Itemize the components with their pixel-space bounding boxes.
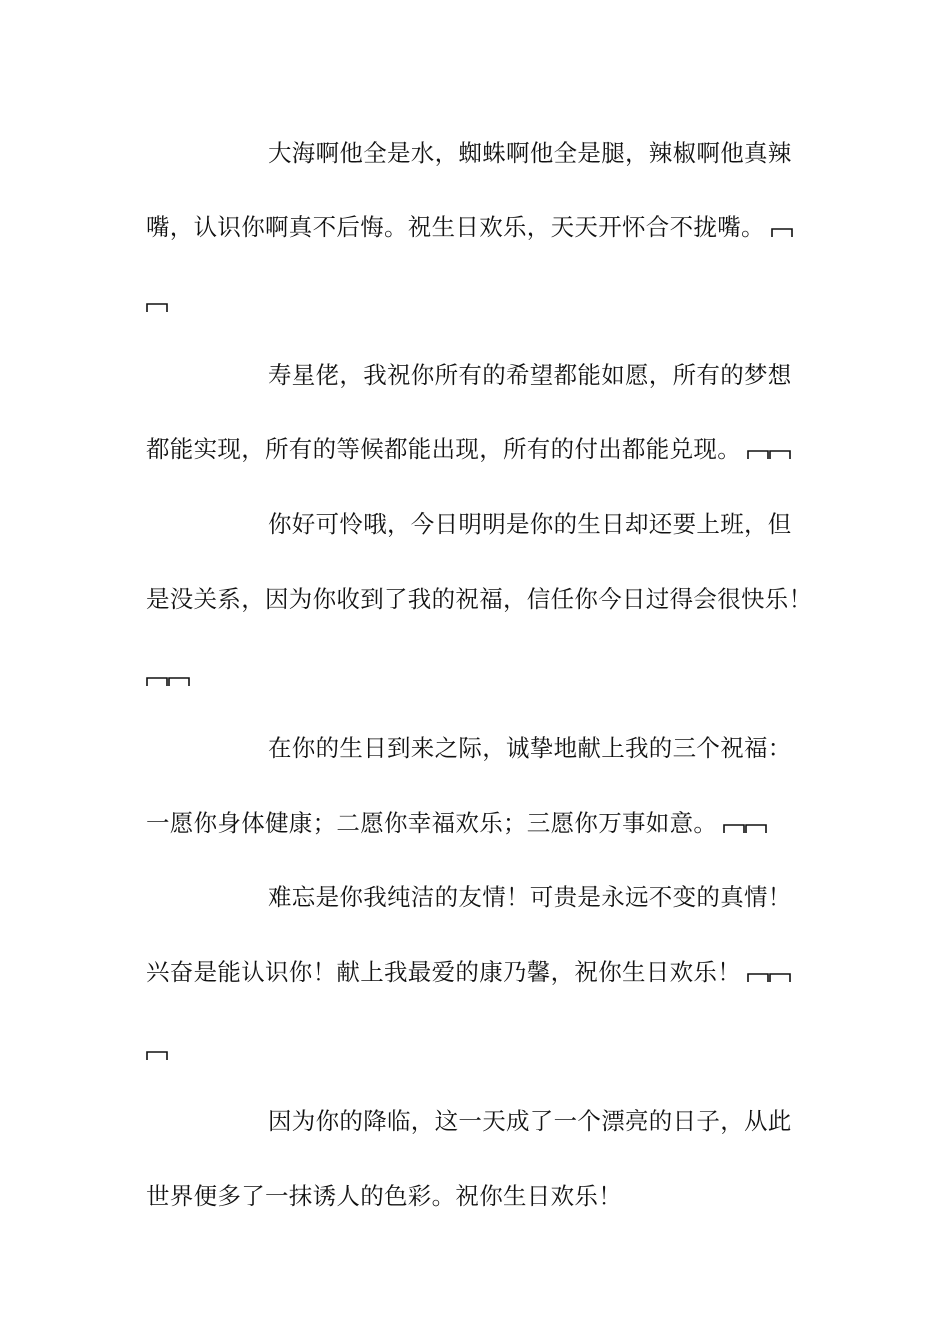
bracket-mark-icon (747, 971, 791, 983)
bracket-mark-icon (146, 672, 190, 691)
bracket-mark-icon (747, 448, 791, 460)
paragraph-2-line-2 (146, 434, 826, 464)
paragraph-5-line-1: 难忘是你我纯洁的友情！可贵是永远不变的真情！ (268, 883, 792, 911)
bracket-mark-icon (146, 298, 168, 317)
paragraph-1-line-1: 大海啊他全是水，蜘蛛啊他全是腿，辣椒啊他真辣 (268, 139, 792, 167)
paragraph-4-line-2 (146, 808, 826, 838)
paragraph-5-line-2 (146, 957, 826, 987)
paragraph-6-line-2: 世界便多了一抹诱人的色彩。祝你生日欢乐！ (146, 1182, 622, 1210)
paragraph-3-line-2: 是没关系，因为你收到了我的祝福，信任你今日过得会很快乐！ (146, 585, 813, 613)
paragraph-5-line-2-text: 兴奋是能认识你！献上我最爱的康乃馨，祝你生日欢乐！ (146, 958, 741, 986)
paragraph-3-line-1: 你好可怜哦，今日明明是你的生日却还要上班，但 (268, 510, 792, 538)
paragraph-4-line-1: 在你的生日到来之际，诚挚地献上我的三个祝福： (268, 734, 792, 762)
bracket-mark-icon (723, 822, 767, 834)
paragraph-4-line-2-text: 一愿你身体健康；二愿你幸福欢乐；三愿你万事如意。 (146, 809, 718, 837)
paragraph-6-line-1: 因为你的降临，这一天成了一个漂亮的日子，从此 (268, 1107, 792, 1135)
paragraph-1-line-2 (146, 212, 826, 242)
paragraph-2-line-2-text: 都能实现，所有的等候都能出现，所有的付出都能兑现。 (146, 435, 741, 463)
paragraph-2-line-1: 寿星佬，我祝你所有的希望都能如愿，所有的梦想 (268, 361, 792, 389)
bracket-mark-icon (771, 226, 793, 238)
bracket-mark-icon (146, 1046, 168, 1065)
paragraph-1-line-2-text: 嘴，认识你啊真不后悔。祝生日欢乐，天天开怀合不拢嘴。 (146, 213, 765, 241)
